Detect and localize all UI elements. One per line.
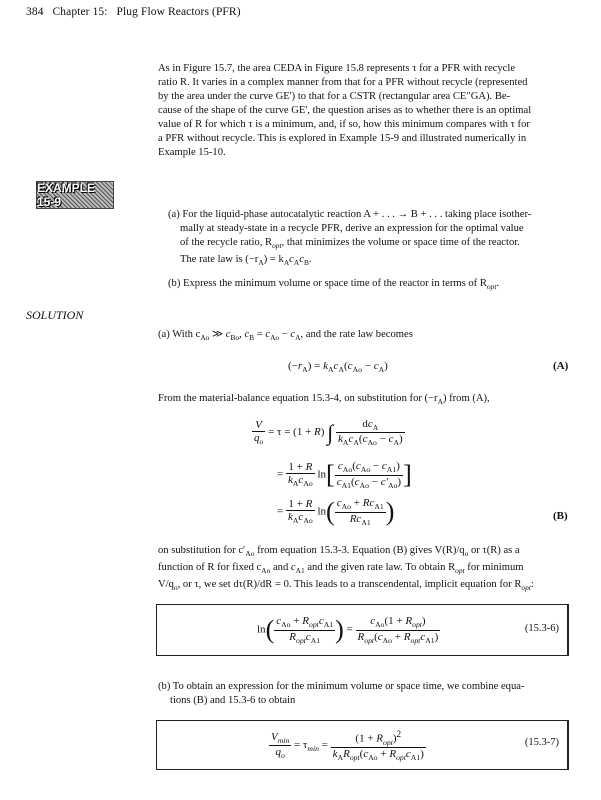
solution-line-1: (a) With $c_{Ao}$ ≫ $c_{Bo}$, $c_B = c_{Ao} - c_A$, and the rate law becomes (158, 329, 413, 343)
example-badge: EXAMPLE 15-9 (36, 181, 114, 209)
intro-line: a PFR without recycle. This is explored in Example 15-9 and illustrated numerically in (158, 133, 527, 144)
solution-label: SOLUTION (26, 308, 84, 322)
equation-number-15-3-6: (15.3-6) (524, 623, 559, 634)
running-header (26, 6, 241, 18)
example-line: The rate law is $(-r_A) = k_Ac_Ac_B$. (180, 254, 312, 268)
example-statement (168, 208, 568, 294)
example-line: mally at steady-state in a recycle PFR, derive an expression for the optimal value (180, 223, 524, 234)
intro-line: Example 15-10. (158, 147, 226, 158)
equation-b-line-3: = $\frac{1 + R}{k_Ac_{Ao}}$ ln( $\frac{c_{Ao} + Rc_{A1}}{Rc_{A1}}$ ) (277, 497, 395, 527)
substitution-paragraph: on substitution for $c'_{Ao}$ from equation 15.3-3. Equation (B) gives $V(R)/q_o$ or τ(R) as a function of R for fixed $c_{Ao}$ and $c_{A1}$ and the given rate law. To obtain $R_{opt}$ for minimum $V/q_o$, or τ, we set dτ(R)/dR = 0. This leads to a transcendental, implicit equation for $R_{opt}$: (158, 545, 534, 593)
intro-line: cause of the shape of the curve GE', the question arises as to whether there is an optimal (158, 105, 532, 116)
rate-law-equation: $(-r_A) = k_Ac_A(c_{Ao} - c_A)$ (288, 360, 388, 375)
boxed-equation-15-3-7: $\frac{V_{min}}{q_o}$ = $\tau_{min}$ = $\frac{(1 + R_{opt})^2}{k_AR_{opt}(c_{Ao} + R_{opt}c_{A1})}$ (15.3-7) (156, 720, 569, 770)
example-line: (b) Express the minimum volume or space time of the reactor in terms of $R_{opt}$. (168, 278, 500, 292)
equation-number-15-3-7: (15.3-7) (524, 737, 559, 748)
intro-line: As in Figure 15.7, the area CEDA in Figure 15.8 represents τ for a PFR with recycle (158, 63, 516, 74)
equation-b-line-2: = $\frac{1 + R}{k_Ac_{Ao}}$ ln[ $\frac{c_{Ao}(c_{Ao} - c_{A1})}{c_{A1}(c_{Ao} - c'_{Ao})}$ ] (277, 460, 412, 490)
intro-line: ratio R. It varies in a complex manner from that for a PFR without recycle (represented (158, 77, 528, 88)
equation-b-line-1: $\frac{V}{q_o}$ = τ = (1 + R) ∫ $\frac{dc_A}{k_Ac_A(c_{Ao} - c_A)}$ (254, 418, 403, 448)
intro-line: value of R for which τ is a minimum, and, if so, how this minimum compares with τ for (158, 119, 530, 130)
intro-line: by the area under the curve GE') to that for a CSTR (rectangular area CE"GA). Be- (158, 91, 511, 102)
chapter-label: Chapter 15: (52, 6, 108, 18)
intro-paragraph (158, 62, 570, 160)
example-line: of the recycle ratio, $R_{opt}$, that minimizes the volume or space time of the reactor. (180, 237, 520, 251)
material-balance-text: From the material-balance equation 15.3-4, on substitution for $(-r_A)$ from (A), (158, 393, 490, 407)
page-number: 384 (26, 6, 44, 18)
chapter-title: Plug Flow Reactors (PFR) (116, 6, 241, 18)
example-line: (a) For the liquid-phase autocatalytic reaction A + . . . → B + . . . taking place isother- (168, 209, 532, 220)
equation-label-b: (B) (553, 510, 568, 522)
part-b-line: (b) To obtain an expression for the minimum volume or space time, we combine equa- (158, 681, 525, 692)
equation-label-a: (A) (553, 360, 569, 372)
boxed-equation-15-3-6: ln( $\frac{c_{Ao} + R_{opt}c_{A1}}{R_{opt}c_{A1}}$ ) = $\frac{c_{Ao}(1 + R_{opt})}{R_{opt}(c_{Ao} + R_{opt}c_{A1})}$ (15.3-6) (156, 604, 569, 656)
part-b-solution (158, 680, 570, 708)
part-b-line: tions (B) and 15.3-6 to obtain (170, 695, 296, 706)
